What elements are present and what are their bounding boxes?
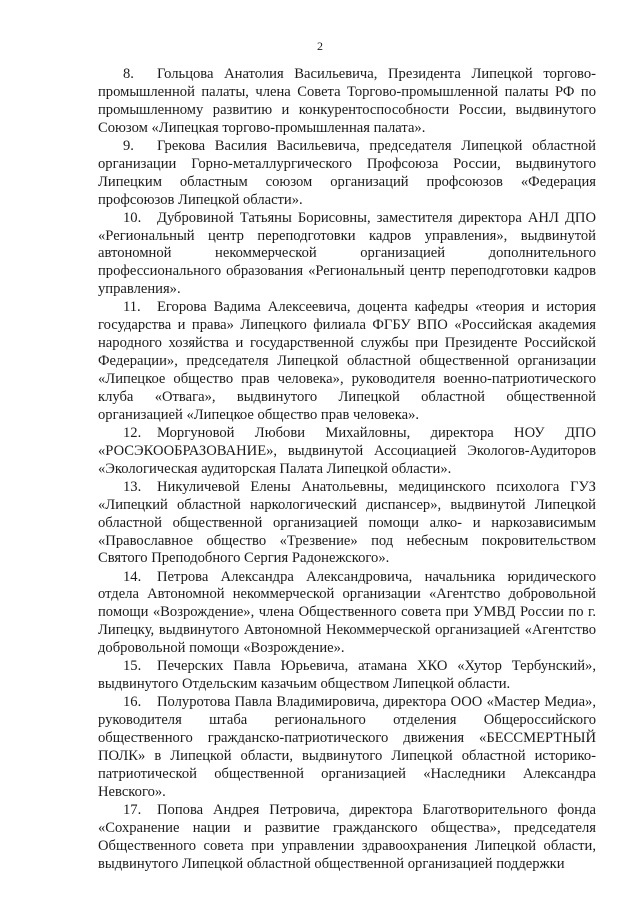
document-body — [98, 66, 596, 874]
list-item — [98, 138, 596, 210]
list-item — [98, 479, 596, 569]
item-number: 9. — [123, 137, 134, 154]
item-number: 16. — [123, 694, 142, 711]
item-number: 15. — [123, 658, 142, 675]
page-number: 2 — [317, 39, 323, 53]
list-item — [98, 569, 596, 659]
list-item — [98, 694, 596, 801]
item-text: Гольцова Анатолия Васильевича, Президента Липецкой торгово-промышленной палаты, члена Совета Торгово-промышленной палаты РФ по промышленному развитию и конкурентоспособности России, выдвинутого Союзом «Липецкая торгово-промышленная палата». — [98, 66, 596, 136]
item-text: Егорова Вадима Алексеевича, доцента кафедры «теория и история государства и права» Липецкого филиала ФГБУ ВПО «Российская академия народного хозяйства и государственной службы при Президенте Российской Федерации», председателя Липецкой областной общественной организации «Липецкое общество прав человека», руководителя военно-патриотического клуба «Отвага», выдвинутого Липецкой областной общественной организацией «Липецкое общество прав человека». — [98, 299, 596, 423]
item-text: Моргуновой Любови Михайловны, директора НОУ ДПО «РОСЭКООБРАЗОВАНИЕ», выдвинутой Ассоциацией Экологов-Аудиторов «Экологическая аудиторская Палата Липецкой области». — [98, 424, 596, 477]
list-item — [98, 210, 596, 300]
list-item — [98, 425, 596, 479]
list-item — [98, 299, 596, 424]
item-number: 12. — [123, 424, 142, 441]
item-text: Грекова Василия Васильевича, председателя Липецкой областной организации Горно-металлургического Профсоюза России, выдвинутого Липецким областным союзом организаций профсоюзов «Федерация профсоюзов Липецкой области». — [98, 137, 596, 208]
item-text: Никуличевой Елены Анатольевны, медицинского психолога ГУЗ «Липецкий областной наркологический диспансер», выдвинутой Липецкой областной общественной организацией помощи алко- и наркозависимым «Православное общество «Трезвение» под небесным покровительством Святого Преподобного Сергия Радонежского». — [98, 478, 596, 567]
item-number: 8. — [123, 66, 134, 82]
item-number: 17. — [123, 801, 142, 818]
item-text: Петрова Александра Александровича, начальника юридического отдела Автономной некоммерческой организации «Агентство добровольной помощи «Возрождение», члена Общественного совета при УМВД России по г. Липецку, выдвинутого Автономной Некоммерческой организацией «Агентство добровольной помощи «Возрождение». — [98, 568, 596, 657]
item-text: Печерских Павла Юрьевича, атамана ХКО «Хутор Тербунский», выдвинутого Отдельским казачьим обществом Липецкой области. — [98, 658, 596, 693]
item-number: 11. — [123, 299, 141, 316]
item-number: 10. — [123, 209, 142, 226]
list-item — [98, 802, 596, 874]
item-text: Попова Андрея Петровича, директора Благотворительного фонда «Сохранение нации и развитие гражданского общества», председателя Общественного совета при управлении здравоохранения Липецкой области, выдвинутого Липецкой областной общественной организацией поддержки — [98, 801, 596, 872]
item-text: Дубровиной Татьяны Борисовны, заместителя директора АНЛ ДПО «Региональный центр переподготовки кадров управления», выдвинутой автономной некоммерческой организацией дополнительного профессионального образования «Региональный центр переподготовки кадров управления». — [98, 209, 596, 298]
item-number: 14. — [123, 568, 142, 585]
list-item — [98, 658, 596, 694]
item-text: Полуротова Павла Владимировича, директора ООО «Мастер Медиа», руководителя штаба регионального отделения Общероссийского общественного гражданско-патриотического движения «БЕССМЕРТНЫЙ ПОЛК» в Липецкой области, выдвинутого Липецкой областной историко-патриотической общественной организацией «Наследники Александра Невского». — [98, 694, 596, 800]
list-item — [98, 66, 596, 138]
item-number: 13. — [123, 478, 142, 495]
